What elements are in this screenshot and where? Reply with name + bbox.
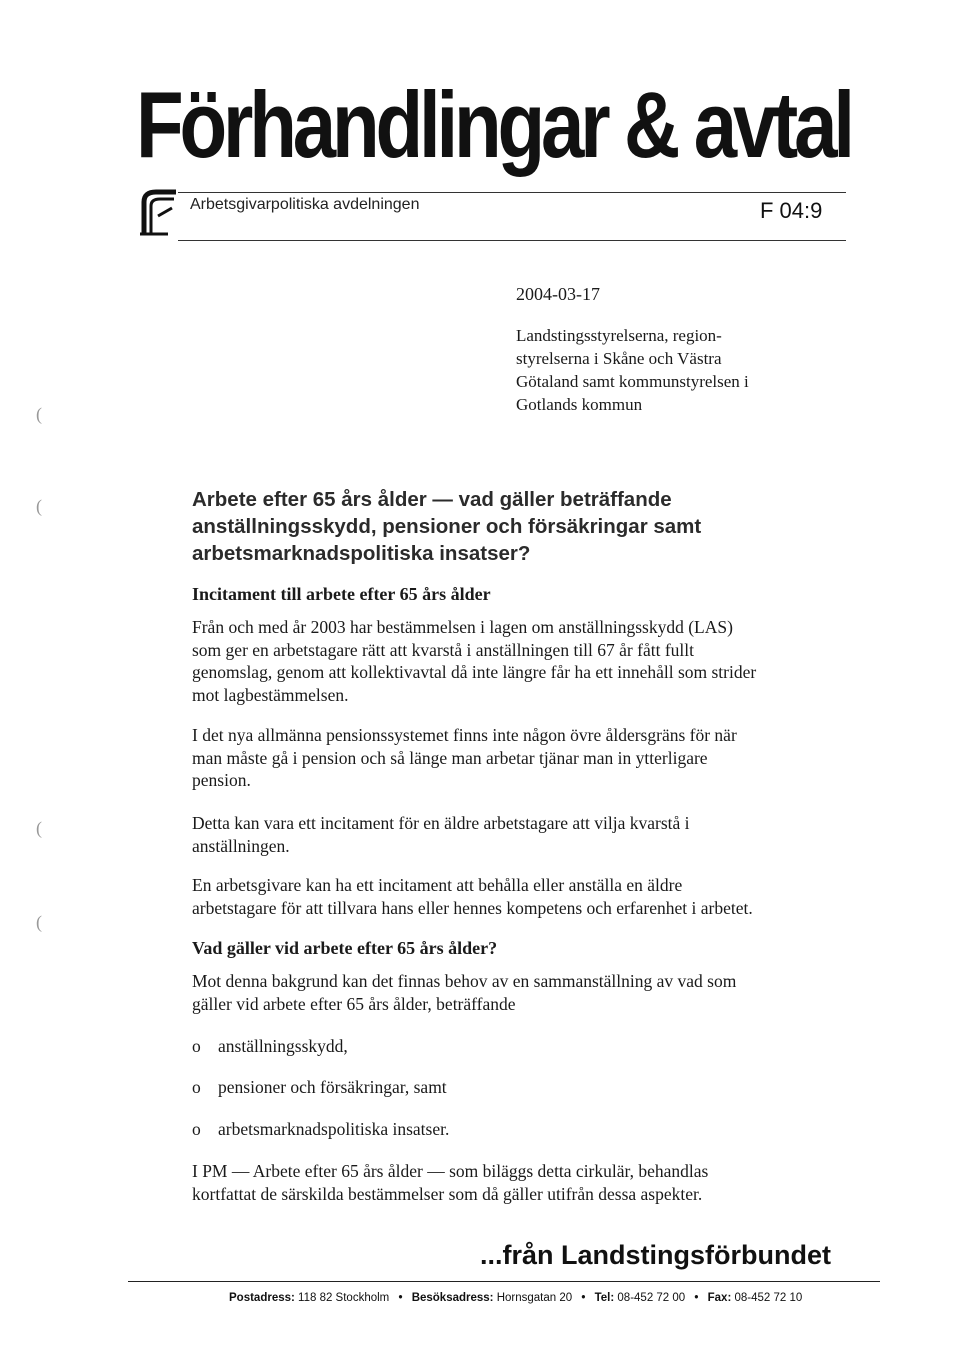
margin-punch-mark: ( [36,912,42,932]
recipients-line: Landstingsstyrelserna, region- [516,326,722,345]
recipients-line: Götaland samt kommunstyrelsen i [516,372,749,391]
recipients-line: styrelserna i Skåne och Västra [516,349,722,368]
list-item [192,1036,348,1057]
paragraph-line: I det nya allmänna pensionssystemet finns inte någon övre åldersgräns för när [192,725,737,745]
margin-punch-mark: ( [36,818,42,838]
document-headline [192,486,852,567]
fax-number: 08-452 72 10 [734,1292,803,1304]
paragraph-employee-incentive [192,812,832,857]
paragraph-line: man måste gå i pension och så länge man arbetar tjänar man in ytterligare [192,747,708,768]
headline-line: anställningsskydd, pensioner och försäkringar samt [192,515,702,538]
separator: • [581,1292,586,1304]
bullet-marker: o [192,1077,201,1097]
masthead-title: Förhandlingar & avtal [136,72,851,177]
list-item-text: anställningsskydd, [218,1036,348,1056]
paragraph-line: Detta kan vara ett incitament för en äldre arbetstagare att vilja kvarstå i [192,813,690,833]
tel-label: Tel: [594,1292,615,1304]
tel-number: 08-452 72 00 [617,1292,686,1304]
margin-punch-mark: ( [36,404,42,424]
header-top-rule [178,192,846,193]
visit-label: Besöksadress: [411,1292,494,1304]
paragraph-las [192,616,832,706]
paragraph-pm-reference [192,1160,832,1205]
paragraph-line: Mot denna bakgrund kan det finnas behov av en sammanställning av vad som [192,971,737,991]
postal-address: 118 82 Stockholm [298,1292,390,1304]
paragraph-employer-incentive [192,874,832,919]
margin-punch-mark: ( [36,496,42,516]
section-heading-incentives: Incitament till arbete efter 65 års ålder [192,584,491,604]
list-item-text: arbetsmarknadspolitiska insatser. [218,1119,450,1139]
department-name: Arbetsgivarpolitiska avdelningen [190,196,420,213]
separator: • [694,1292,699,1304]
list-item [192,1077,447,1098]
paragraph-intro [192,970,832,1015]
paragraph-line: gäller vid arbete efter 65 års ålder, beträffande [192,993,516,1014]
paragraph-line: genomslag, genom att kollektivavtal då inte längre får ha ett innehåll som strider [192,662,757,682]
list-item-text: pensioner och försäkringar, samt [218,1077,447,1097]
headline-line: arbetsmarknadspolitiska insatser? [192,542,531,565]
recipients-block [516,324,816,416]
bullet-marker: o [192,1119,201,1139]
paragraph-line: Från och med år 2003 har bestämmelsen i lagen om anställningsskydd (LAS) [192,617,733,637]
visit-address: Hornsgatan 20 [496,1292,573,1304]
headline-line: Arbete efter 65 års ålder — vad gäller beträffande [192,488,672,511]
footer-contact [229,1292,802,1304]
section-heading-what-applies: Vad gäller vid arbete efter 65 års ålder? [192,938,498,958]
paragraph-line: kortfattat de särskilda bestämmelser som då gäller utifrån dessa aspekter. [192,1183,703,1204]
landstingsforbundet-logo-icon [138,188,178,238]
postal-label: Postadress: [229,1292,295,1304]
recipients-line: Gotlands kommun [516,395,643,414]
fax-label: Fax: [707,1292,732,1304]
circular-code: F 04:9 [760,198,823,223]
letter-date: 2004-03-17 [516,284,600,304]
paragraph-line: mot lagbestämmelsen. [192,684,349,705]
header-bottom-rule [178,240,846,241]
footer-rule [128,1281,880,1282]
paragraph-line: anställningen. [192,835,290,856]
paragraph-line: pension. [192,770,251,790]
paragraph-line: En arbetsgivare kan ha ett incitament att behålla eller anställa en äldre [192,875,683,895]
paragraph-line: arbetstagare för att tillvara hans eller hennes kompetens och erfarenhet i arbetet. [192,897,753,918]
paragraph-pension-system [192,724,832,792]
paragraph-line: I PM — Arbete efter 65 års ålder — som biläggs detta cirkulär, behandlas [192,1161,709,1181]
separator: • [398,1292,403,1304]
bullet-marker: o [192,1036,201,1056]
paragraph-line: som ger en arbetstagare rätt att kvarstå i anställningen till 67 år fått fullt [192,639,694,660]
closing-signature: ...från Landstingsförbundet [480,1240,831,1270]
list-item [192,1119,449,1140]
